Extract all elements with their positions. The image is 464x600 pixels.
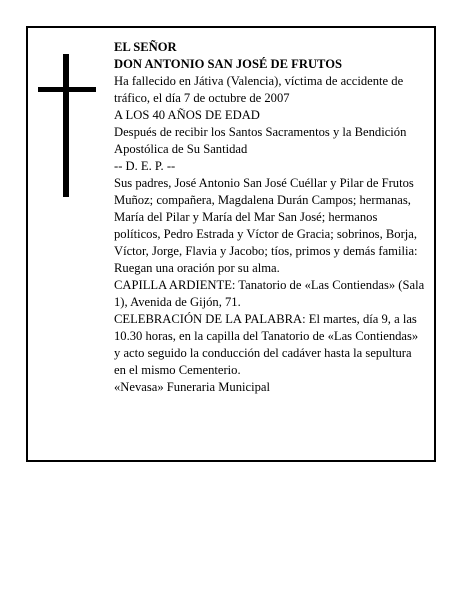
deceased-name: DON ANTONIO SAN JOSÉ DE FRUTOS [114,57,343,71]
family-list: Sus padres, José Antonio San José Cuéllar y Pilar de Frutos Muñoz; compañera, Magdalena Durán Campos; hermanas, María del Pilar y María del Mar San José; hermanos políticos, Pedro Estrada y Víctor de Gracia; sobrinos, Borja, Víctor, Jorge, Flavia y Jacobo; tíos, primos y demás familia: [114,176,418,258]
prayer-request: Ruegan una oración por su alma. [114,261,280,275]
obituary-text [114,39,426,396]
funeral-home: «Nevasa» Funeraria Municipal [114,380,270,394]
chapel-info: CAPILLA ARDIENTE: Tanatorio de «Las Contiendas» (Sala 1), Avenida de Gijón, 71. [114,278,425,309]
death-info: Ha fallecido en Játiva (Valencia), víctima de accidente de tráfico, el día 7 de octubre de 2007 [114,74,404,105]
sacraments-text: Después de recibir los Santos Sacramentos y la Bendición Apostólica de Su Santidad [114,125,407,156]
cross-horizontal-bar [38,87,96,92]
latin-cross-icon [38,54,96,197]
deceased-title: EL SEÑOR [114,40,177,54]
rest-in-peace: -- D. E. P. -- [114,159,176,173]
age-at-death: A LOS 40 AÑOS DE EDAD [114,108,260,122]
celebration-info: CELEBRACIÓN DE LA PALABRA: El martes, día 9, a las 10.30 horas, en la capilla del Tanatorio de «Las Contiendas» y acto seguido la conducción del cadáver hasta la sepultura en el mismo Cementerio. [114,312,419,377]
cross-vertical-bar [63,54,69,197]
